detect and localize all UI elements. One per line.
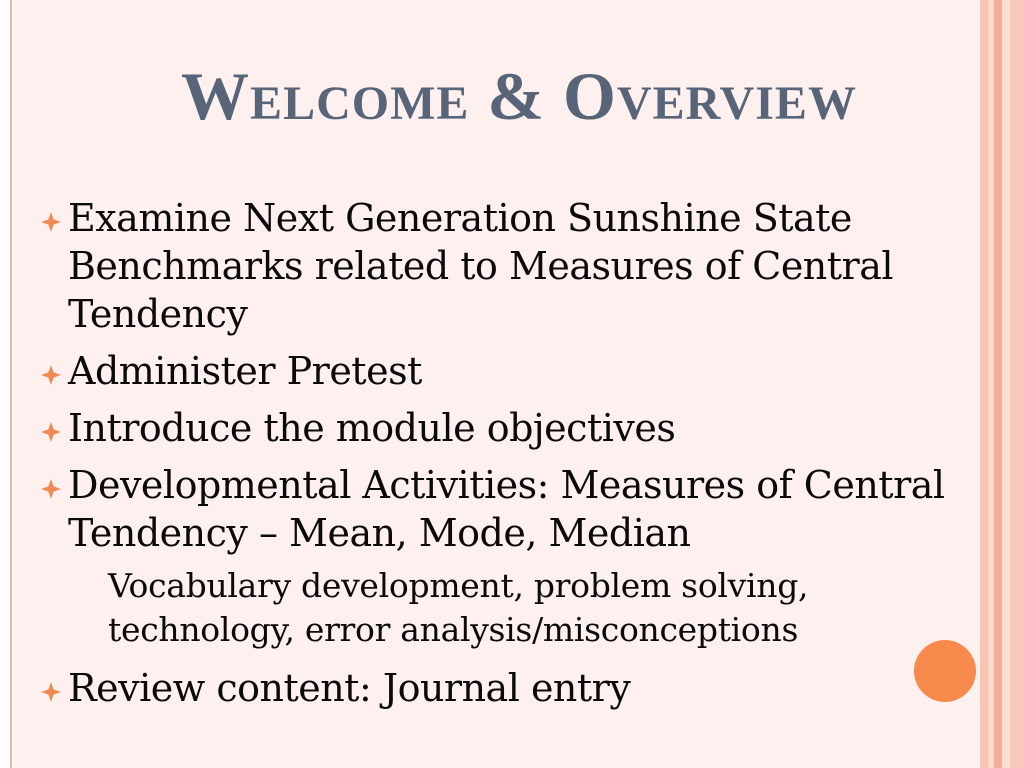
bullet-text: Administer Pretest (68, 349, 422, 393)
bullet-item-developmental-activities (38, 461, 998, 557)
slide-title: Welcome & Overview (181, 58, 857, 134)
diamond-bullet-icon (40, 211, 62, 233)
bullet-item-examine-benchmarks (38, 194, 998, 338)
bullet-item-module-objectives (38, 404, 998, 452)
bullet-text: Introduce the module objectives (68, 406, 676, 450)
bullet-list (38, 194, 998, 721)
bullet-item-administer-pretest (38, 347, 998, 395)
bullet-item-review-content (38, 664, 998, 712)
accent-circle (914, 640, 976, 702)
left-rule (10, 0, 12, 768)
bullet-text: Developmental Activities: Measures of Central Tendency – Mean, Mode, Median (68, 463, 945, 555)
diamond-bullet-icon (40, 478, 62, 500)
diamond-bullet-icon (40, 681, 62, 703)
sub-bullet-item-activities-detail (38, 564, 998, 652)
bullet-text: Examine Next Generation Sunshine State Benchmarks related to Measures of Central Tendency (68, 196, 894, 336)
sub-bullet-text: Vocabulary development, problem solving, technology, error analysis/misconceptions (108, 566, 809, 649)
diamond-bullet-icon (40, 364, 62, 386)
bullet-text: Review content: Journal entry (68, 666, 631, 710)
diamond-bullet-icon (40, 421, 62, 443)
